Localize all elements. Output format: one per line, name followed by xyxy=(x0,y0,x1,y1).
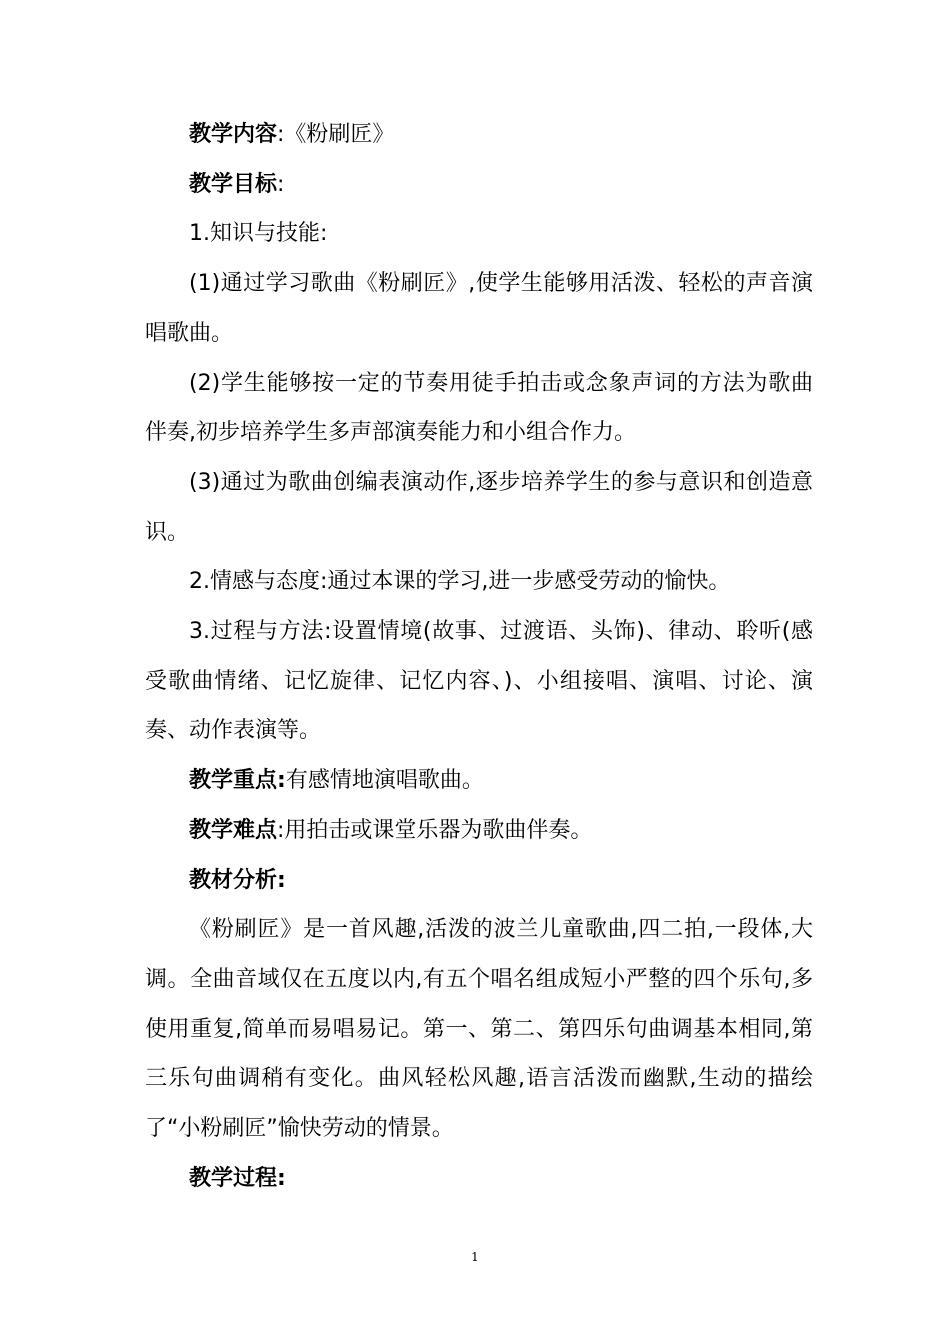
document-body xyxy=(145,110,813,1203)
teaching-content-line xyxy=(145,110,813,160)
knowledge-item-3: (3)通过为歌曲创编表演动作,逐步培养学生的参与意识和创造意识。 xyxy=(145,469,813,545)
key-point-line xyxy=(145,756,813,806)
key-point-label: 教学重点: xyxy=(189,768,286,794)
teaching-goals-label: 教学目标 xyxy=(189,171,278,197)
difficulty-line xyxy=(145,806,813,856)
teaching-goals-suffix: : xyxy=(277,171,285,197)
teaching-content-value: :《粉刷匠》 xyxy=(277,122,395,147)
key-point-value: 有感情地演唱歌曲。 xyxy=(285,768,484,794)
process-method-line: 3.过程与方法:设置情境(故事、过渡语、头饰)、律动、聆听(感受歌曲情绪、记忆旋律、记忆内容、)、小组接唱、演唱、讨论、演奏、动作表演等。 xyxy=(145,619,813,744)
knowledge-item-2: (2)学生能够按一定的节奏用徒手拍击或念象声词的方法为歌曲伴奏,初步培养学生多声部演奏能力和小组合作力。 xyxy=(145,370,813,446)
knowledge-heading: 1.知识与技能: xyxy=(189,221,328,247)
teaching-process-heading: 教学过程: xyxy=(189,1165,286,1191)
analysis-heading: 教材分析: xyxy=(189,867,286,893)
difficulty-label: 教学难点 xyxy=(189,817,278,843)
emotion-attitude-line: 2.情感与态度:通过本课的学习,进一步感受劳动的愉快。 xyxy=(189,569,731,595)
teaching-goals-line xyxy=(145,160,813,210)
difficulty-value: :用拍击或课堂乐器为歌曲伴奏。 xyxy=(277,817,593,843)
page-number: 1 xyxy=(471,1250,479,1264)
knowledge-item-1: (1)通过学习歌曲《粉刷匠》,使学生能够用活泼、轻松的声音演唱歌曲。 xyxy=(145,271,813,346)
analysis-body: 《粉刷匠》是一首风趣,活泼的波兰儿童歌曲,四二拍,一段体,大调。全曲音域仅在五度以内,有五个唱名组成短小严整的四个乐句,多使用重复,简单而易唱易记。第一、第二、第四乐句曲调基本相同,第三乐句曲调稍有变化。曲风轻松风趣,语言活泼而幽默,生动的描绘了“小粉刷匠”愉快劳动的情景。 xyxy=(145,917,813,1142)
teaching-content-label: 教学内容 xyxy=(189,122,278,147)
